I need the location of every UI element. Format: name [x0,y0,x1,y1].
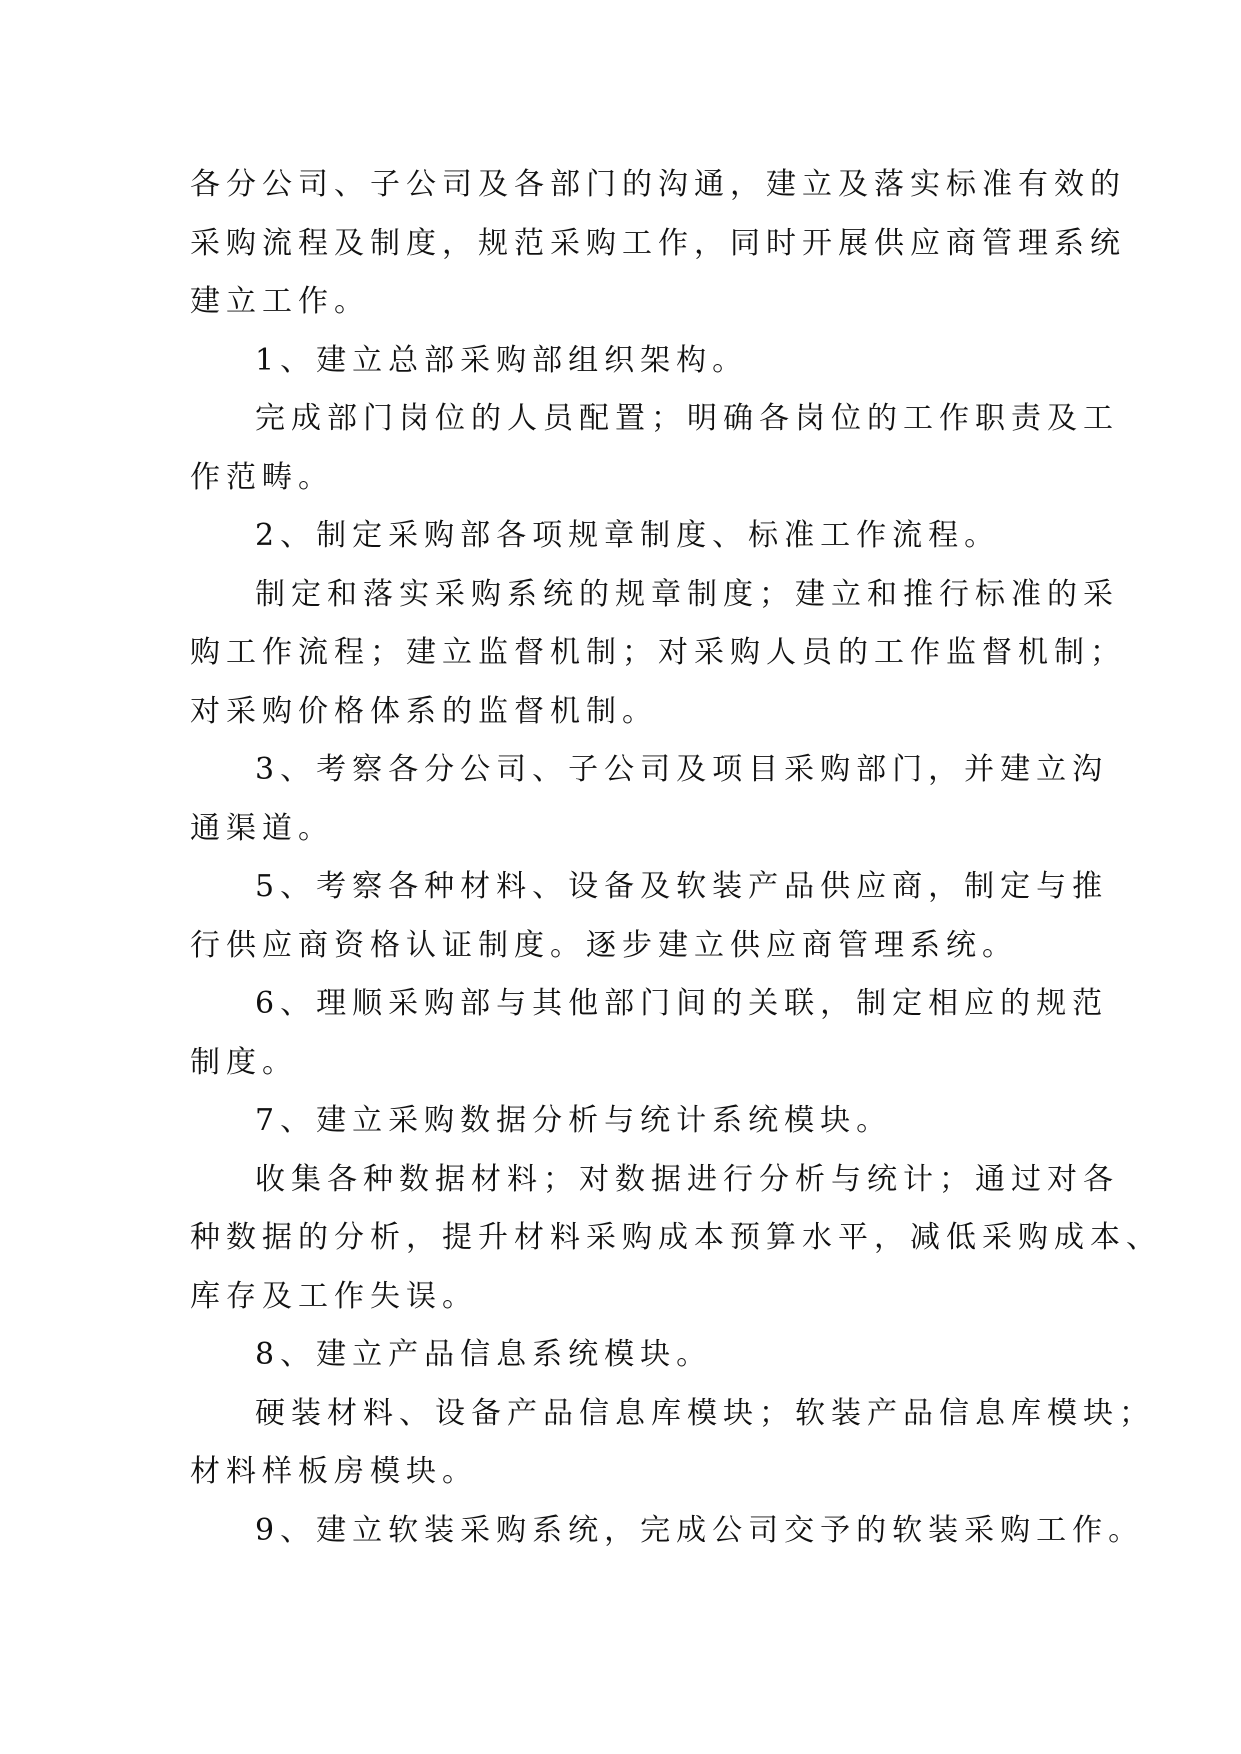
text-line: 各分公司、子公司及各部门的沟通，建立及落实标准有效的 [190,167,1126,202]
text-line: 9、建立软装采购系统，完成公司交予的软装采购工作。 [255,1512,1145,1548]
text-line: 采购流程及制度，规范采购工作，同时开展供应商管理系统 [190,225,1126,261]
text-line: 购工作流程；建立监督机制；对采购人员的工作监督机制； [190,635,1126,670]
text-line: 7、建立采购数据分析与统计系统模块。 [255,1103,893,1138]
text-line: 2、制定采购部各项规章制度、标准工作流程。 [255,518,1001,553]
text-line: 行供应商资格认证制度。逐步建立供应商管理系统。 [190,927,1018,963]
text-line: 完成部门岗位的人员配置；明确各岗位的工作职责及工 [255,401,1119,436]
text-line: 种数据的分析，提升材料采购成本预算水平，减低采购成本、 [190,1220,1162,1255]
text-line: 6、理顺采购部与其他部门间的关联，制定相应的规范 [255,986,1109,1021]
text-line: 作范畴。 [190,459,334,495]
text-line: 制定和落实采购系统的规章制度；建立和推行标准的采 [255,576,1119,612]
text-line: 建立工作。 [190,284,370,319]
text-line: 制度。 [190,1044,298,1080]
text-line: 5、考察各种材料、设备及软装产品供应商，制定与推 [255,869,1109,904]
text-line: 8、建立产品信息系统模块。 [255,1337,713,1372]
text-line: 材料样板房模块。 [190,1454,478,1489]
text-line: 收集各种数据材料；对数据进行分析与统计；通过对各 [255,1161,1119,1197]
text-line: 硬装材料、设备产品信息库模块；软装产品信息库模块； [255,1395,1155,1431]
document-body [190,156,1162,1560]
text-line: 1、建立总部采购部组织架构。 [255,342,749,378]
text-line: 通渠道。 [190,810,334,846]
text-line: 3、考察各分公司、子公司及项目采购部门，并建立沟 [255,752,1109,787]
text-line: 库存及工作失误。 [190,1278,478,1314]
text-line: 对采购价格体系的监督机制。 [190,693,658,729]
